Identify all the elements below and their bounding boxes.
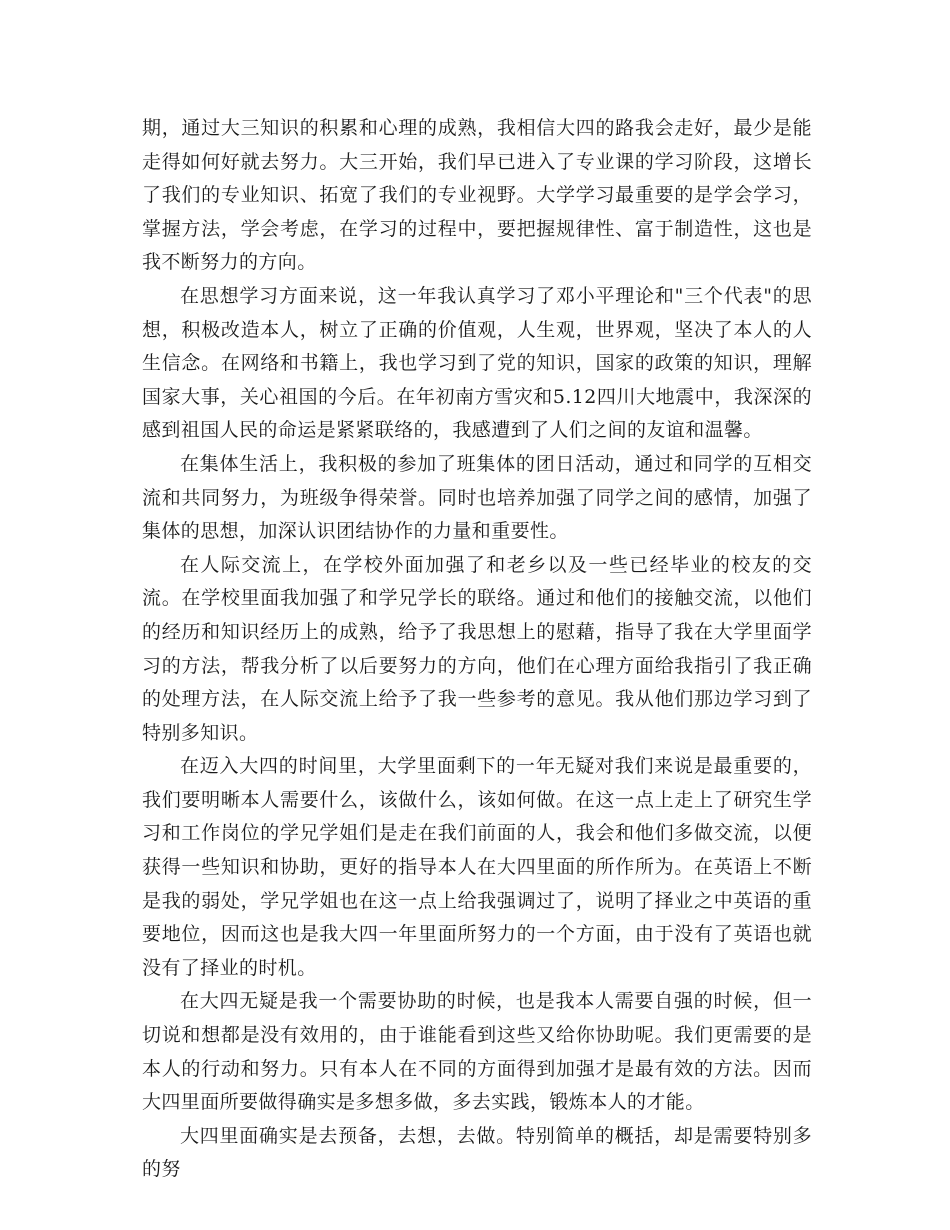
paragraph-4: 在人际交流上，在学校外面加强了和老乡以及一些已经毕业的校友的交流。在学校里面我加强了和学兄学长的联络。通过和他们的接触交流，以他们的经历和知识经历上的成熟，给予了我思想上的慰藉，指导了我在大学里面学习的方法，帮我分析了以后要努力的方向，他们在心理方面给我指引了我正确的处理方法，在人际交流上给予了我一些参考的意见。我从他们那边学习到了特别多知识。 <box>142 553 812 744</box>
paragraph-7: 大四里面确实是去预备，去想，去做。特别简单的概括，却是需要特别多的努 <box>142 1124 812 1181</box>
paragraph-3: 在集体生活上，我积极的参加了班集体的团日活动，通过和同学的互相交流和共同努力，为班级争得荣誉。同时也培养加强了同学之间的感情，加强了集体的思想，加深认识团结协作的力量和重要性。 <box>142 452 812 543</box>
paragraph-2: 在思想学习方面来说，这一年我认真学习了邓小平理论和"三个代表"的思想，积极改造本人，树立了正确的价值观，人生观，世界观，坚决了本人的人生信念。在网络和书籍上，我也学习到了党的知识，国家的政策的知识，理解国家大事，关心祖国的今后。在年初南方雪灾和5.12四川大地震中，我深深的感到祖国人民的命运是紧紧联络的，我感遭到了人们之间的友谊和温馨。 <box>142 284 812 442</box>
paragraph-1: 期，通过大三知识的积累和心理的成熟，我相信大四的路我会走好，最少是能走得如何好就去努力。大三开始，我们早已进入了专业课的学习阶段，这增长了我们的专业知识、拓宽了我们的专业视野。大学学习最重要的是学会学习，掌握方法，学会考虑，在学习的过程中，要把握规律性、富于制造性，这也是我不断努力的方向。 <box>142 117 812 274</box>
document-body <box>142 112 812 1187</box>
paragraph-6: 在大四无疑是我一个需要协助的时候，也是我本人需要自强的时候，但一切说和想都是没有效用的，由于谁能看到这些又给你协助呢。我们更需要的是本人的行动和努力。只有本人在不同的方面得到加强才是最有效的方法。因而大四里面所要做得确实是多想多做，多去实践，锻炼本人的才能。 <box>142 990 812 1114</box>
paragraph-5: 在迈入大四的时间里，大学里面剩下的一年无疑对我们来说是最重要的，我们要明晰本人需要什么，该做什么，该如何做。在这一点上走上了研究生学习和工作岗位的学兄学姐们是走在我们前面的人，我会和他们多做交流，以便获得一些知识和协助，更好的指导本人在大四里面的所作所为。在英语上不断是我的弱处，学兄学姐也在这一点上给我强调过了，说明了择业之中英语的重要地位，因而这也是我大四一年里面所努力的一个方面，由于没有了英语也就没有了择业的时机。 <box>142 755 812 979</box>
